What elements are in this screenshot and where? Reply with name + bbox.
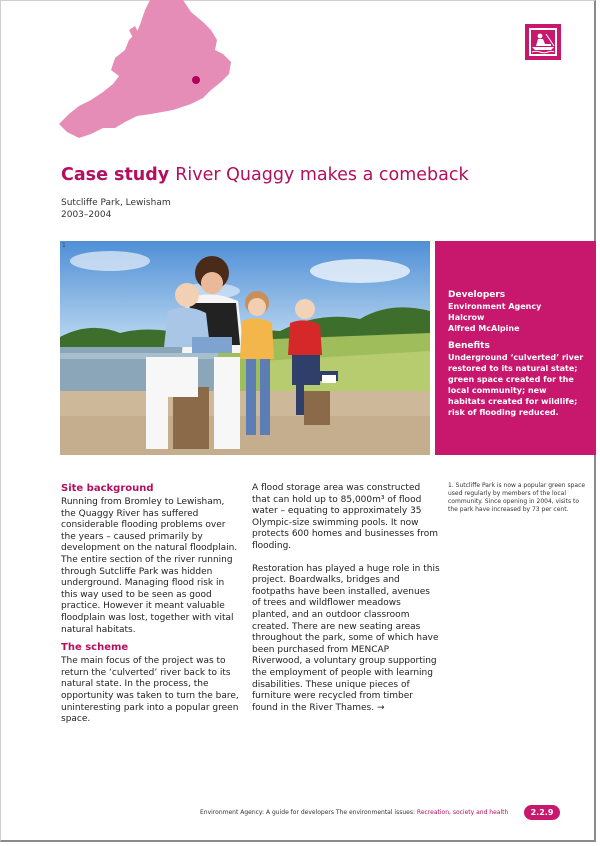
site-background-text: Running from Bromley to Lewisham, the Quaggy River has suffered considerable flooding problems over the years – caused primarily by development on the natural floodplain. The entire section of the river running through Sutcliffe Park was hidden underground. Managing flood risk in this way used to be seen as good practice. However it meant valuable floodplain was lost, together with vital natural habitats. [61,497,238,635]
page-title [61,165,469,185]
recreation-logo-icon [525,24,561,60]
scheme-text: The main focus of the project was to return the ‘culverted’ river back to its natural state. In the process, the opportunity was taken to turn the bare, uninteresting park into a popular green space. [61,656,239,725]
benefits-text: Underground ‘culverted’ river restored to its natural state; green space created for the local community; new habitats created for wildlife; risk of flooding reduced. [448,353,584,417]
years: 2003–2004 [61,210,112,220]
footer-publication: Environment Agency: A guide for developers The environmental issues: [200,809,415,816]
developer-item: Alfred McAlpine [448,324,520,333]
england-map-icon [55,0,233,138]
footer-section: Recreation, society and health [416,809,509,816]
developer-item: Environment Agency [448,302,542,311]
title-text: River Quaggy makes a comeback [175,165,469,185]
developers-list [448,301,586,334]
developers-heading: Developers [448,290,506,300]
park-photo [60,241,430,455]
flood-storage-text: A flood storage area was constructed that can hold up to 85,000m³ of flood water – equating to approximately 35 Olympic-size swimming pools. It now protects 600 homes and businesses from flooding. [252,483,438,551]
scheme-heading: The scheme [61,642,129,654]
developers-benefits-box [435,241,596,455]
title-label: Case study [61,165,170,185]
photo-number: 1 [62,242,66,249]
column-right [252,483,440,725]
photo-caption: 1. Sutcliffe Park is now a popular green space used regularly by members of the local community. Since opening in 2004, visits to the park have increased by 73 per cent. [448,482,586,513]
column-left [61,483,239,732]
page-number-badge: 2.2.9 [524,805,560,820]
developer-item: Halcrow [448,313,485,322]
benefits-heading: Benefits [448,341,490,351]
site-background-heading: Site background [61,483,154,494]
restoration-text: Restoration has played a huge role in this project. Boardwalks, bridges and footpaths have been installed, avenues of trees and wildflower meadows planted, and an outdoor classroom created. There are new seating areas throughout the park, some of which have been purchased from MENCAP Riverwood, a voluntary group supporting the employment of people with learning disabilities. These unique pieces of furniture were recycled from timber found in the River Thames. → [252,563,440,713]
location: Sutcliffe Park, Lewisham [61,198,171,208]
footer [200,809,508,816]
